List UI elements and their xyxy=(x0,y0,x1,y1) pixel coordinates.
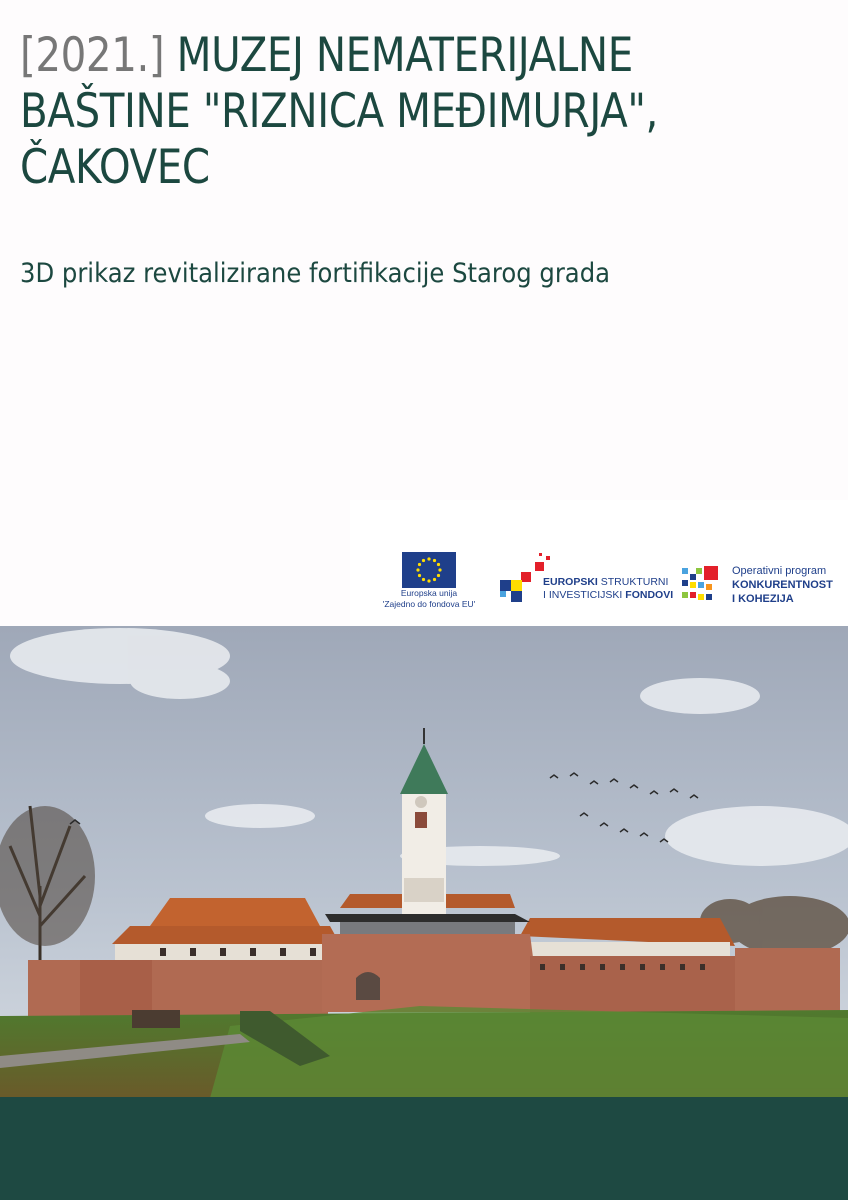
eu-logo xyxy=(374,552,484,610)
title-line-3: ČAKOVEC xyxy=(20,140,210,195)
op-logo xyxy=(680,564,845,614)
esif-logo xyxy=(495,552,674,612)
fortification-render-image xyxy=(0,626,848,1098)
footer-band xyxy=(0,1097,848,1200)
page-title xyxy=(20,28,708,196)
eu-flag-icon xyxy=(402,552,456,588)
page-subtitle: 3D prikaz revitalizirane fortifikacije Starog grada xyxy=(20,258,611,289)
esif-logo-text: EUROPSKI STRUKTURNI I INVESTICIJSKI FONDOVI xyxy=(543,576,674,601)
title-line-1: [2021.] MUZEJ NEMATERIJALNE xyxy=(20,28,633,83)
year-label: [2021.] xyxy=(20,28,165,83)
funding-logos-band xyxy=(350,500,848,626)
op-mosaic-icon xyxy=(680,564,722,606)
eu-logo-line-1: Europska unija xyxy=(400,588,458,598)
eu-logo-line-2: 'Zajedno do fondova EU' xyxy=(382,599,476,609)
op-logo-text: Operativni program KONKURENTNOST I KOHEZIJA xyxy=(732,565,833,605)
title-line-2: BAŠTINE "RIZNICA MEĐIMURJA", xyxy=(20,84,658,139)
